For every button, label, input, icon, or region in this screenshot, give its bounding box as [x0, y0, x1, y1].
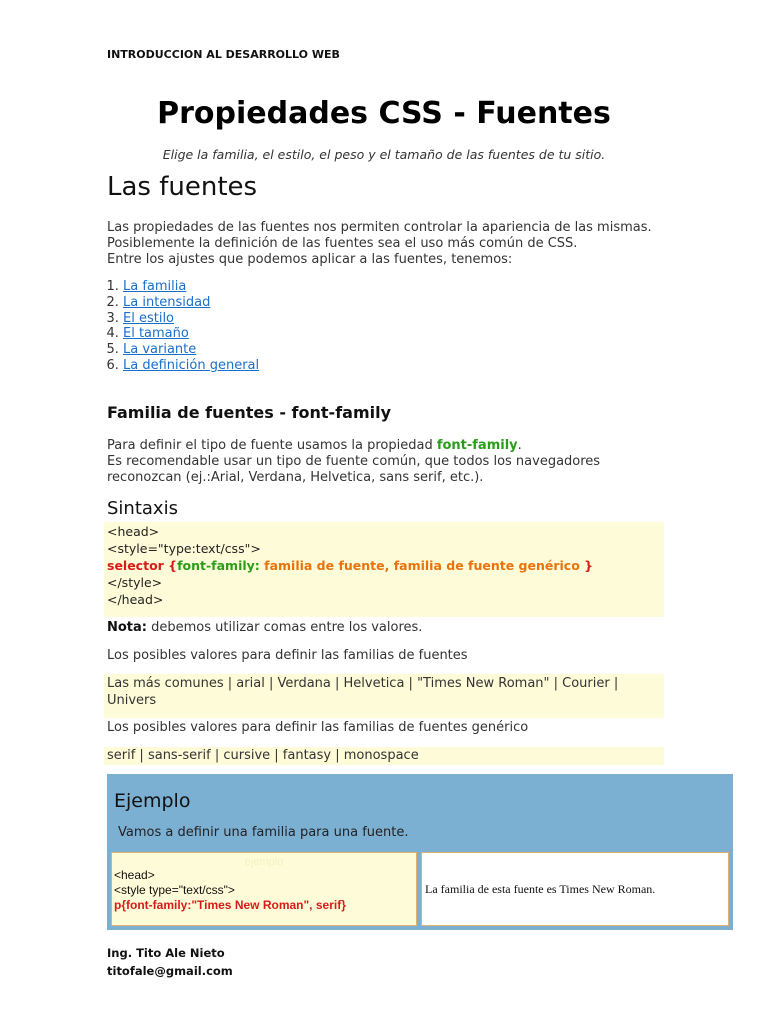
- list-item: [123, 279, 259, 295]
- toc-list: [107, 279, 259, 374]
- code-line-selector: [107, 557, 661, 574]
- toc-link-variante[interactable]: La variante: [123, 342, 197, 358]
- ejemplo-panel: [107, 774, 733, 930]
- intro-line-3: Entre los ajustes que podemos aplicar a las fuentes, tenemos:: [107, 252, 513, 267]
- page-title: Propiedades CSS - Fuentes: [157, 96, 611, 131]
- author-email: titofale@gmail.com: [107, 964, 233, 978]
- code-value: familia de fuente, familia de fuente genérico: [259, 558, 580, 573]
- familia-line-1: [107, 438, 667, 454]
- code-close-brace: }: [579, 558, 594, 573]
- sintaxis-heading: Sintaxis: [107, 498, 178, 519]
- toc-link-estilo[interactable]: El estilo: [123, 310, 175, 326]
- posibles-genericos-text: Los posibles valores para definir las familias de fuentes genérico: [107, 720, 529, 735]
- course-header: INTRODUCCION AL DESARROLLO WEB: [107, 48, 340, 61]
- font-family-keyword: font-family: [436, 438, 518, 453]
- ejemplo-description: Vamos a definir una familia para una fuente.: [118, 825, 409, 840]
- valores-genericos-box: serif | sans-serif | cursive | fantasy | monospace: [104, 747, 664, 765]
- familia-text-post: .: [517, 438, 522, 453]
- ejemplo-code-ghost-label: ejemplo: [244, 856, 284, 868]
- ejemplo-title: Ejemplo: [114, 790, 191, 812]
- list-item: [123, 358, 259, 374]
- code-line: <style="type:text/css">: [107, 541, 261, 556]
- code-line: <style type="text/css">: [114, 883, 235, 897]
- code-line-rule: p{font-family:"Times New Roman", serif}: [114, 898, 346, 912]
- posibles-valores-text: Los posibles valores para definir las familias de fuentes: [107, 648, 468, 663]
- code-line: </head>: [107, 592, 164, 607]
- code-property: font-family:: [177, 558, 260, 573]
- valores-comunes-box: Las más comunes | arial | Verdana | Helvetica | "Times New Roman" | Courier | Univers: [104, 674, 664, 718]
- list-item: [123, 326, 259, 342]
- footer: [107, 944, 233, 980]
- nota-label: Nota:: [107, 620, 147, 635]
- intro-line-2: Posiblemente la definición de las fuentes sea el uso más común de CSS.: [107, 236, 578, 251]
- nota-body: debemos utilizar comas entre los valores.: [147, 620, 423, 635]
- code-line: </style>: [107, 575, 163, 590]
- toc-link-intensidad[interactable]: La intensidad: [123, 294, 211, 310]
- ejemplo-code-cell: [111, 852, 417, 926]
- ejemplo-result-cell: [421, 852, 729, 926]
- toc-link-familia[interactable]: La familia: [123, 279, 187, 294]
- familia-paragraph: [107, 438, 667, 486]
- intro-line-1: Las propiedades de las fuentes nos permiten controlar la apariencia de las mismas.: [107, 220, 652, 235]
- familia-text-pre: Para definir el tipo de fuente usamos la propiedad: [107, 438, 437, 453]
- page-subtitle: Elige la familia, el estilo, el peso y el tamaño de las fuentes de tu sitio.: [162, 147, 606, 162]
- code-line: <head>: [107, 524, 160, 539]
- code-selector: selector {: [107, 558, 178, 573]
- code-line: <head>: [114, 868, 155, 882]
- toc-link-tamano[interactable]: El tamaño: [123, 326, 189, 342]
- list-item: [123, 311, 259, 327]
- section-heading-fuentes: Las fuentes: [107, 172, 258, 202]
- syntax-code-box: [104, 522, 664, 617]
- author-name: Ing. Tito Ale Nieto: [107, 946, 225, 960]
- familia-line-2: Es recomendable usar un tipo de fuente común, que todos los navegadores reconozcan (ej.:Arial, Verdana, Helvetica, sans serif, etc.).: [107, 454, 601, 485]
- nota-text: [107, 620, 422, 635]
- intro-paragraph: [107, 220, 652, 268]
- toc-link-definicion[interactable]: La definición general: [123, 357, 260, 373]
- section-heading-familia: Familia de fuentes - font-family: [107, 403, 392, 422]
- ejemplo-result-text: La familia de esta fuente es Times New Roman.: [425, 881, 656, 896]
- list-item: [123, 342, 259, 358]
- list-item: [123, 295, 259, 311]
